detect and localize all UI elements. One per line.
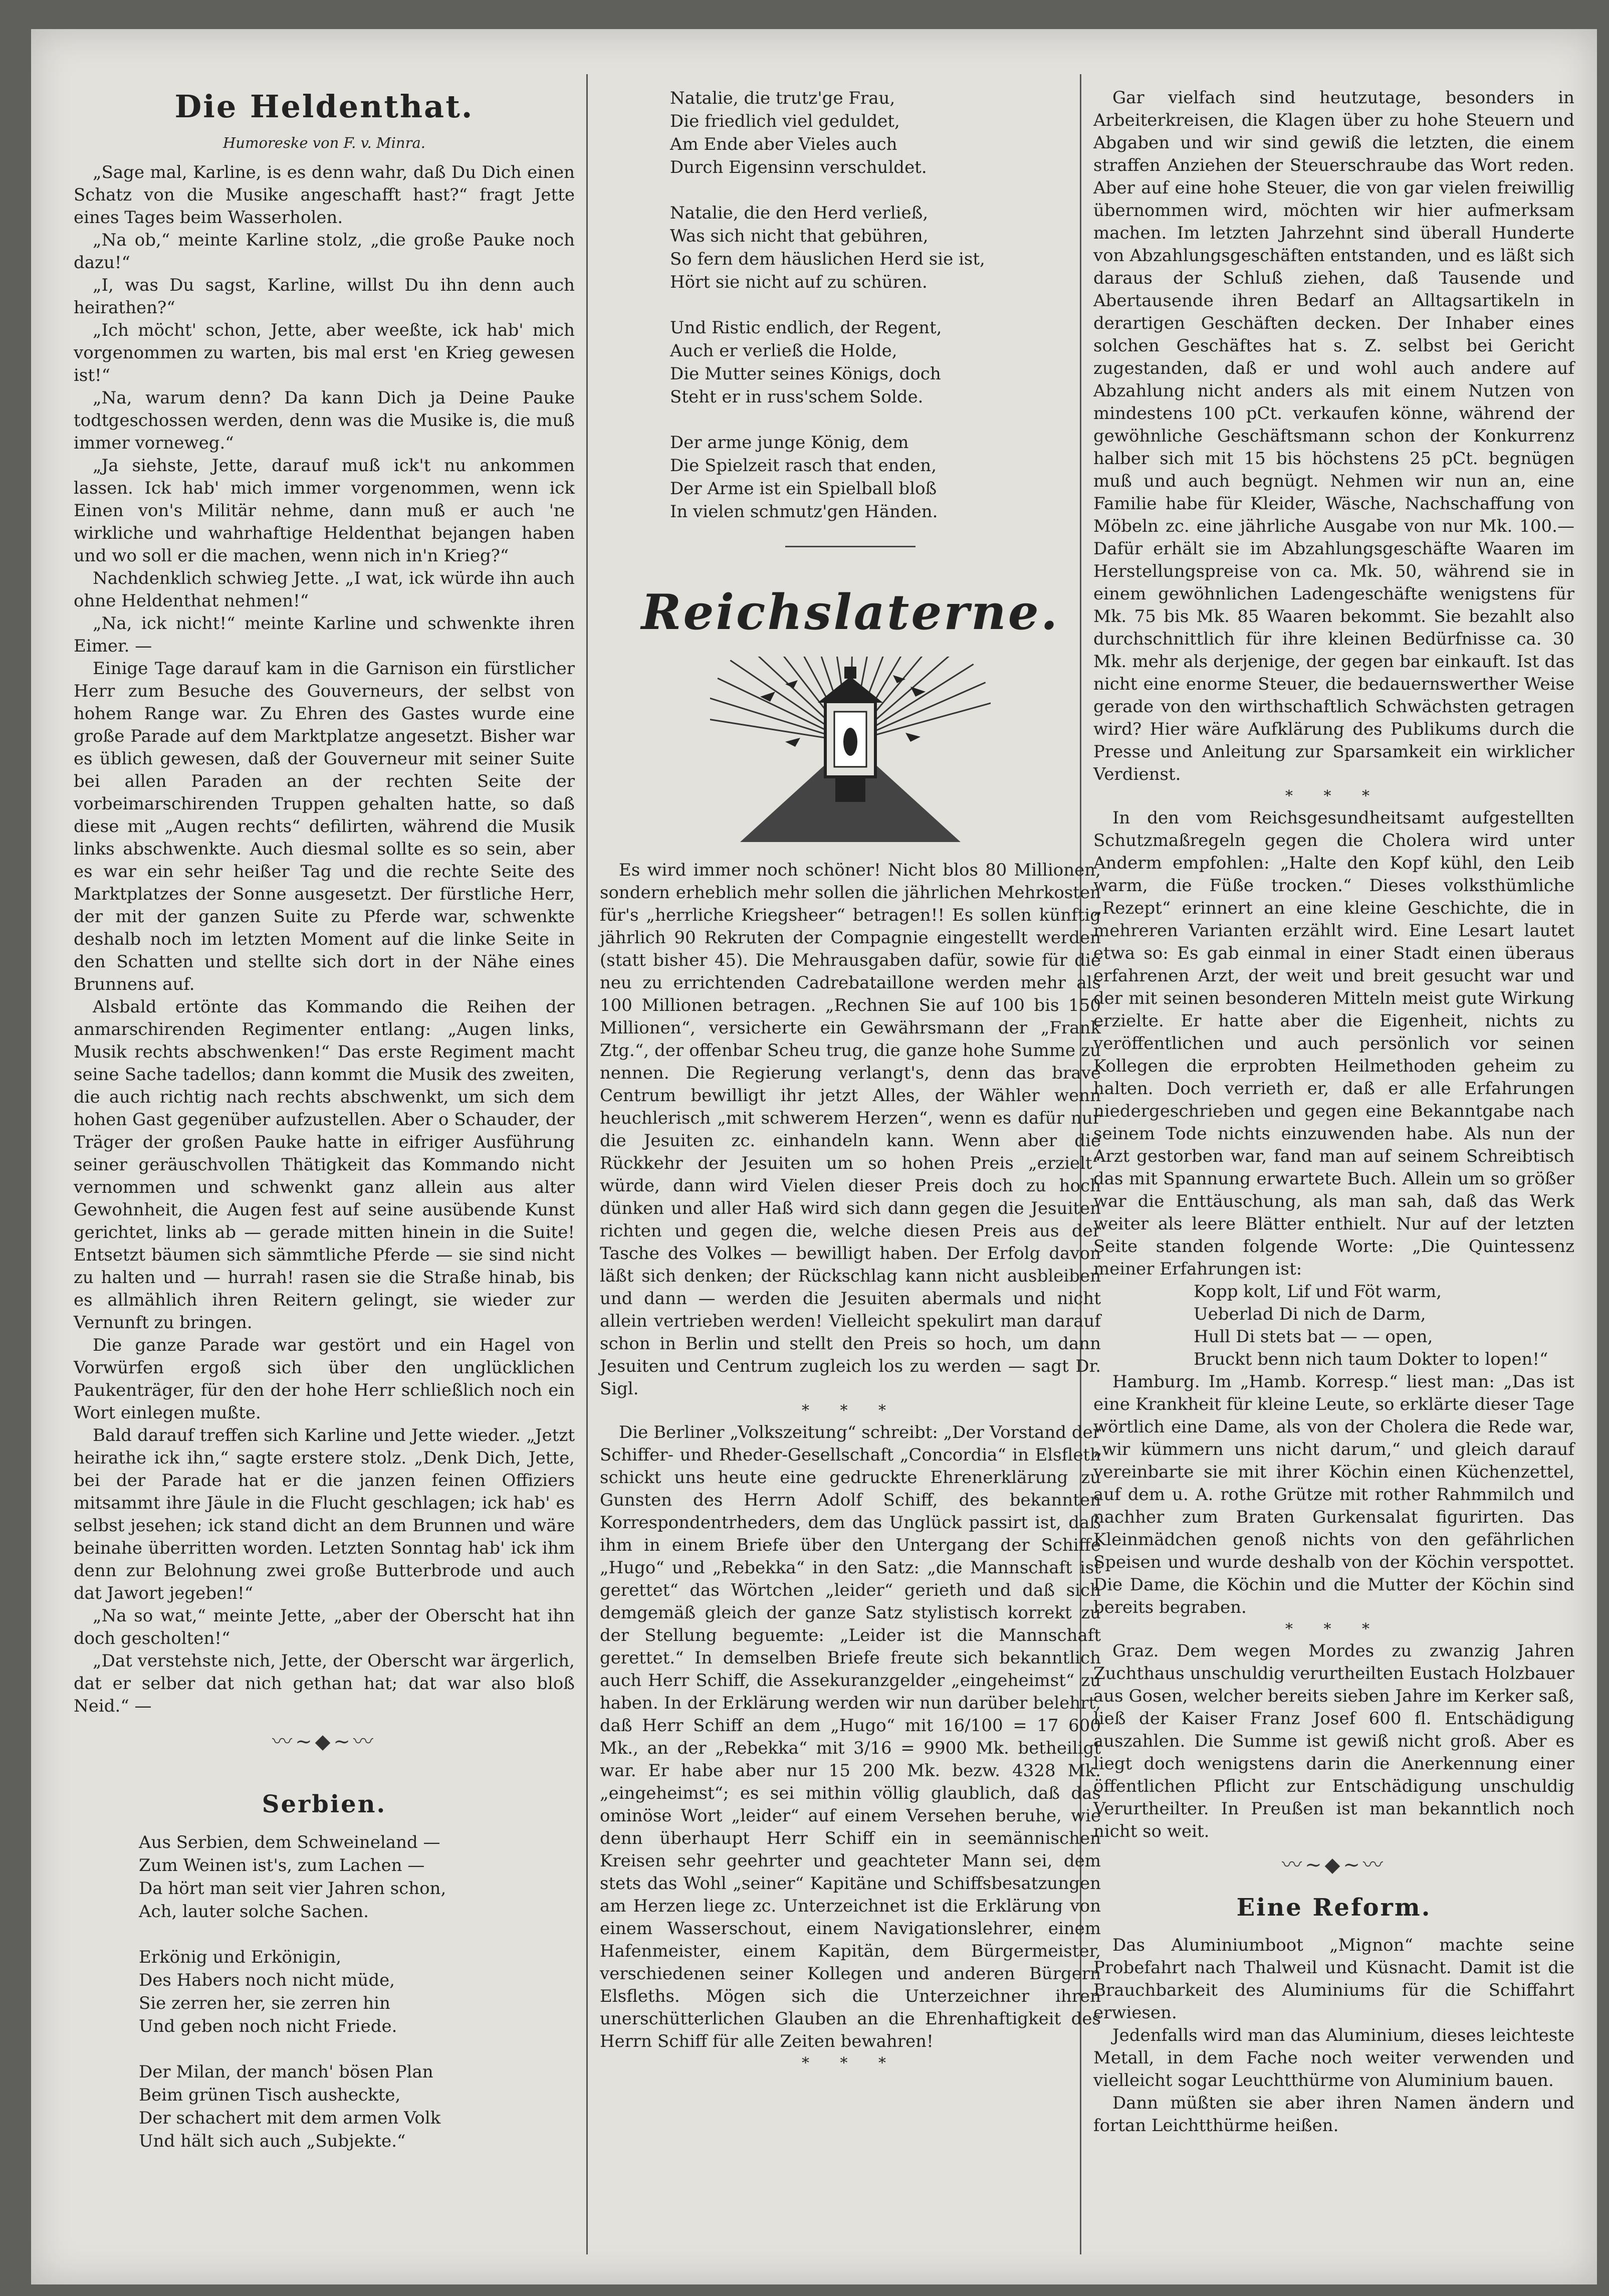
- poem-line: Des Habers noch nicht müde,: [139, 1970, 395, 1990]
- poem-stanza: [139, 2060, 575, 2153]
- paragraph: „Ich möcht' schon, Jette, aber weeßte, ick hab' mich vorgenommen zu warten, bis mal erst 'en Krieg gewesen ist!“: [74, 320, 575, 385]
- paragraph: „Ja siehste, Jette, darauf muß ick't nu ankommen lassen. Ick hab' mich immer vorgenommen, wenn ick Einen von's Militär nehme, dann muß er auch 'ne wirkliche und wahrhaftige Heldenthat bejangen haben und wo soll er die machen, wenn nich in'n Krieg?“: [74, 456, 575, 566]
- lantern-emblem: [710, 657, 991, 847]
- poem-line: Da hört man seit vier Jahren schon,: [139, 1878, 446, 1899]
- paragraph: „Sage mal, Karline, is es denn wahr, daß Du Dich einen Schatz von die Musike angeschafft hast?“ fragt Jette eines Tages beim Wasserholen.: [74, 162, 575, 228]
- story-title: Die Heldenthat.: [174, 88, 474, 125]
- poem-line: Die Spielzeit rasch that enden,: [670, 456, 937, 476]
- poem-line: Zum Weinen ist's, zum Lachen —: [139, 1855, 425, 1875]
- poem-line: Am Ende aber Vieles auch: [670, 134, 897, 154]
- paragraph: Gar vielfach sind heutzutage, besonders in Arbeiterkreisen, die Klagen über zu hohe Steuern und Abgaben und wir sind gewiß die letzten, die einem straffen Anziehen der Steuerschraube das Wort reden. Aber auf eine hohe Steuer, die von gar vielen freiwillig übernommen wird, möchten wir hier aufmerksam machen. Im letzten Jahrzehnt sind überall Hunderte von Abzahlungsgeschäften entstanden, und es läßt sich daraus der Schluß ziehen, daß Tausende und Abertausende ihren Bedarf an Alltagsartikeln in derartigen Geschäften decken. Der Inhaber eines solchen Geschäftes hat s. Z. selbst bei Gericht zugestanden, daß er und wohl auch andere auf Abzahlung nicht anders als mit einem Nutzen von mindestens 100 pCt. verkaufen könne, während der gewöhnliche Geschäftsmann schon der Konkurrenz halber sich mit 15 bis höchstens 25 pCt. begnügen muß und auch begnügt. Nehmen wir nun an, eine Familie habe für Kleider, Wäsche, Nachschaffung von Möbeln zc. eine jährliche Ausgabe von nur Mk. 100.— Dafür erhält sie im Abzahlungsgeschäfte Waaren im Herstellungspreise von ca. Mk. 50, während sie in einem gewöhnlichen Ladengeschäfte wenigstens für Mk. 75 bis Mk. 85 Waaren bekommt. Sie bezahlt also durchschnittlich für ihre kleinen Bedürfnisse ca. 30 Mk. mehr als derjenige, der gegen bar einkauft. Ist das nicht eine enorme Steuer, die bedauernswerther Weise gerade von den wirthschaftlich Schwächsten getragen wird? Hier wäre Aufklärung des Publikums durch die Presse und Anleitung zur Sparsamkeit ein wirklicher Verdienst.: [1093, 88, 1574, 784]
- poem-line: Der Milan, der manch' bösen Plan: [139, 2062, 433, 2082]
- reichslaterne-body: [600, 859, 1101, 2074]
- separator-stars: * * *: [1285, 1620, 1383, 1638]
- paragraph: „Na, warum denn? Da kann Dich ja Deine Pauke todtgeschossen werden, denn was die Musike is, die muß immer vorneweg.“: [74, 388, 575, 453]
- poem-line: Erkönig und Erkönigin,: [139, 1947, 342, 1967]
- paragraph: Alsbald ertönte das Kommando die Reihen der anmarschirenden Regimenter entlang: „Augen links, Musik rechts abschwenken!“ Das erste Regiment macht seine Sache tadellos; dann kommt die Musik des zweiten, die auch richtig nach rechts abschwenkt, um sich dem hohen Gast gegenüber aufzustellen. Aber o Schauder, der Träger der großen Pauke hatte in eifriger Ausführung seiner geräuschvollen Thätigkeit das Kommando nicht vernommen und schwenkt ganz allein aus alter Gewohnheit, die Augen fest auf seine ausübende Kunst gerichtet, links ab — gerade mitten hinein in die Suite! Entsetzt bäumen sich sämmtliche Pferde — sie sind nicht zu halten und — hurrah! rasen sie die Straße hinab, bis es allmählich ihren Reitern gelingt, sie wieder zur Vernunft zu bringen.: [74, 997, 575, 1333]
- paragraph: Bald darauf treffen sich Karline und Jette wieder. „Jetzt heirathe ick ihn,“ sagte erstere stolz. „Denk Dich, Jette, bei der Parade hat er die janzen feinen Offiziers mitsammt ihre Jäule in die Flucht geschlagen; ick hab' es selbst jesehen; ick stand dicht an dem Brunnen und wäre beinahe überritten worden. Letzten Sonntag hab' ick ihm denn zur Belohnung zwei große Butterbrode und auch dat Jawort jegeben!“: [74, 1425, 575, 1603]
- dialect-quote: [1093, 1281, 1574, 1371]
- poem-line: Hört sie nicht auf zu schüren.: [670, 272, 928, 292]
- poem-line: Steht er in russ'schem Solde.: [670, 387, 924, 407]
- separator-stars: * * *: [801, 1402, 899, 1419]
- story-byline: Humoreske von F. v. Minra.: [223, 134, 425, 151]
- column-3: [1093, 87, 1574, 2137]
- paragraph: Die ganze Parade war gestört und ein Hagel von Vorwürfen ergoß sich über den unglücklichen Paukenträger, für den der hohe Herr schließlich noch ein Wort einlegen mußte.: [74, 1335, 575, 1423]
- poem-stanza: [139, 1946, 575, 2038]
- poem-line: Die Mutter seines Königs, doch: [670, 364, 941, 384]
- poem-line: Was sich nicht that gebühren,: [670, 226, 929, 246]
- paragraph: Nachdenklich schwieg Jette. „I wat, ick würde ihn auch ohne Heldenthat nehmen!“: [74, 568, 575, 611]
- serbien-poem: [74, 1831, 575, 2153]
- separator-ornament: 〰~◆~〰: [272, 1730, 376, 1753]
- reform-body: [1093, 1934, 1574, 2137]
- newspaper-page: [31, 29, 1597, 2284]
- paragraph: Einige Tage darauf kam in die Garnison ein fürstlicher Herr zum Besuche des Gouverneurs, der selbst von hohem Range war. Zu Ehren des Gastes wurde eine große Parade auf dem Marktplatze angesetzt. Bisher war es üblich gewesen, daß der Gouverneur mit seiner Suite bei allen Paraden an der rechten Seite der vorbeimarschirenden Truppen gehalten hatte, so daß diese mit „Augen rechts“ defilirten, während die Musik links abschwenkte. Auch diesmal sollte es so sein, aber es war ein sehr heißer Tag und die rechte Seite des Marktplatzes der Sonne ausgesetzt. Der fürstliche Herr, der mit der ganzen Suite zu Pferde war, schwenkte deshalb noch im letzten Moment auf die linke Seite in den Schatten und stellte sich dort in der Nähe eines Brunnens auf.: [74, 659, 575, 994]
- paragraph: Dann müßten sie aber ihren Namen ändern und fortan Leichtthürme heißen.: [1093, 2093, 1574, 2136]
- poem-stanza: [670, 316, 1101, 408]
- poem-line: Die friedlich viel geduldet,: [670, 111, 900, 131]
- poem-stanza: [670, 87, 1101, 179]
- paragraph: „Dat verstehste nich, Jette, der Oberscht war ärgerlich, dat er selber dat nich gethan hat; dat war also bloß Neid.“ —: [74, 1651, 575, 1716]
- paragraph: Jedenfalls wird man das Aluminium, dieses leichteste Metall, in dem Fache noch weiter verwenden und vielleicht sogar Leuchtthürme von Aluminium bauen.: [1093, 2025, 1574, 2091]
- paragraph: Es wird immer noch schöner! Nicht blos 80 Millionen, sondern erheblich mehr sollen die jährlichen Mehrkosten für's „herrliche Kriegsheer“ betragen!! Es sollen künftig jährlich 90 Rekruten der Compagnie eingestellt werden (statt bisher 45). Die Mehrausgaben dafür, sowie für die neu zu errichtenden Cadrebataillone werden mehr als 100 Millionen betragen. „Rechnen Sie auf 100 bis 150 Millionen“, versicherte ein Gewährsmann der „Frank Ztg.“, der offenbar Scheu trug, die ganze hohe Summe zu nennen. Die Regierung verlangt's, denn das brave Centrum bewilligt ihr jetzt Alles, der Wähler wenn heuchlerisch „mit schwerem Herzen“, wenn es dafür nur die Jesuiten zc. einhandeln kann. Wenn aber die Rückkehr der Jesuiten um so hohen Preis „erzielt“ würde, dann wird Vielen dieser Preis doch zu hoch dünken und aller Haß wird sich dann gegen die Jesuiten richten und gegen die, welche diesen Preis aus der Tasche des Volkes — bewilligt haben. Der Erfolg davon läßt sich denken; der Rückschlag kann nicht ausbleiben und dann — werden die Jesuiten abermals und nicht allein vertrieben werden! Vielleicht spekulirt man darauf schon in Berlin und stellt den Preis so hoch, um dann Jesuiten und Centrum zugleich los zu werden — sagt Dr. Sigl.: [600, 860, 1101, 1399]
- quote-line: Kopp kolt, Lif und Föt warm,: [1194, 1282, 1442, 1302]
- serbien-poem-continued: [600, 87, 1101, 523]
- reform-title: Eine Reform.: [1236, 1894, 1432, 1922]
- paragraph: Graz. Dem wegen Mordes zu zwanzig Jahren Zuchthaus unschuldig verurtheilten Eustach Holzbauer aus Gosen, welcher bereits sieben Jahre im Kerker saß, ließ der Kaiser Franz Josef 600 fl. Entschädigung auszahlen. Die Summe ist gewiß nicht groß. Aber es liegt doch wenigstens darin die Anerkennung einer öffentlichen Pflicht zur Entschädigung unschuldig Verurtheilter. In Preußen ist man bekanntlich noch nicht so weit.: [1093, 1641, 1574, 1841]
- poem-line: Und geben noch nicht Friede.: [139, 2016, 397, 2036]
- serbien-title: Serbien.: [262, 1790, 387, 1818]
- poem-stanza: [139, 1831, 575, 1923]
- poem-line: Durch Eigensinn verschuldet.: [670, 157, 927, 177]
- poem-line: Der arme junge König, dem: [670, 433, 909, 453]
- poem-line: Ach, lauter solche Sachen.: [139, 1902, 369, 1922]
- column-3-body: [1093, 87, 1574, 1843]
- poem-line: Der Arme ist ein Spielball bloß: [670, 479, 937, 499]
- poem-stanza: [670, 201, 1101, 294]
- poem-line: Beim grünen Tisch ausheckte,: [139, 2085, 401, 2105]
- poem-line: So fern dem häuslichen Herd sie ist,: [670, 249, 985, 269]
- column-2: [600, 87, 1101, 2074]
- poem-line: Und hält sich auch „Subjekte.“: [139, 2131, 406, 2151]
- quote-line: Ueberlad Di nich de Darm,: [1194, 1304, 1426, 1324]
- column-1: [74, 87, 575, 2175]
- quote-line: Bruckt benn nich taum Dokter to lopen!“: [1194, 1349, 1548, 1369]
- paragraph: „I, was Du sagst, Karline, willst Du ihn denn auch heirathen?“: [74, 275, 575, 318]
- paragraph: „Na ob,“ meinte Karline stolz, „die große Pauke noch dazu!“: [74, 230, 575, 273]
- separator-ornament-2: 〰~◆~〰: [1282, 1853, 1386, 1876]
- poem-line: Der schachert mit dem armen Volk: [139, 2108, 441, 2128]
- quote-line: Hull Di stets bat — — open,: [1194, 1327, 1433, 1347]
- paragraph: „Na, ick nicht!“ meinte Karline und schwenkte ihren Eimer. —: [74, 613, 575, 656]
- separator-stars: * * *: [801, 2054, 899, 2072]
- poem-stanza: [670, 431, 1101, 523]
- paragraph: Hamburg. Im „Hamb. Korresp.“ liest man: „Das ist eine Krankheit für kleine Leute, so erklärte dieser Tage wörtlich eine Dame, als von der Cholera die Rede war, „wir kümmern uns nicht darum,“ und gleich darauf vereinbarte sie mit ihrer Köchin einen Küchenzettel, auf dem u. A. rothe Grütze mit rother Rahmmilch und nachher zum Braten Gurkensalat figurirten. Das Kleinmädchen genoß nichts von den gefährlichen Speisen und wurde deshalb von der Köchin verspottet. Die Dame, die Köchin und die Mutter der Köchin sind bereits begraben.: [1093, 1372, 1574, 1617]
- short-rule: [785, 546, 915, 547]
- paragraph: Das Aluminiumboot „Mignon“ machte seine Probefahrt nach Thalweil und Küsnacht. Damit ist die Brauchbarkeit des Aluminiums für die Schiffahrt erwiesen.: [1093, 1935, 1574, 2023]
- poem-line: Sie zerren her, sie zerren hin: [139, 1993, 390, 2013]
- separator-stars: * * *: [1285, 787, 1383, 805]
- column-rule-left: [586, 74, 588, 2254]
- poem-line: Auch er verließ die Holde,: [670, 341, 897, 361]
- poem-line: Natalie, die den Herd verließ,: [670, 203, 929, 223]
- paragraph: In den vom Reichsgesundheitsamt aufgestellten Schutzmaßregeln gegen die Cholera wird unter Anderm empfohlen: „Halte den Kopf kühl, den Leib warm, die Füße trocken.“ Dieses volksthümliche „Rezept“ erinnert an eine kleine Geschichte, die in mehreren Varianten erzählt wird. Eine Lesart lautet etwa so: Es gab einmal in einer Stadt einen überaus erfahrenen Arzt, der weit und breit gesucht war und der mit seinen besonderen Mitteln meist gute Wirkung erzielte. Er hatte aber die Eigenheit, nichts zu veröffentlichen und auch persönlich vor seinen Kollegen die erprobten Heilmethoden geheim zu halten. Doch verrieth er, daß er alle Erfahrungen niedergeschrieben und gegen eine Bekanntgabe nach seinem Tode nichts einzuwenden habe. Als nun der Arzt gestorben war, fand man auf seinem Schreibtisch das mit Spannung erwartete Buch. Allein um so größer war die Enttäuschung, als man sah, daß das Werk weiter als leere Blätter enthielt. Nur auf der letzten Seite standen folgende Worte: „Die Quintessenz meiner Erfahrungen ist:: [1093, 808, 1574, 1279]
- poem-line: In vielen schmutz'gen Händen.: [670, 502, 938, 522]
- poem-line: Aus Serbien, dem Schweineland —: [139, 1832, 440, 1852]
- paragraph: „Na so wat,“ meinte Jette, „aber der Oberscht hat ihn doch gescholten!“: [74, 1606, 575, 1648]
- poem-line: Und Ristic endlich, der Regent,: [670, 318, 942, 338]
- story-body: [74, 161, 575, 1718]
- lantern-icon: [710, 657, 991, 847]
- masthead-reichslaterne: Reichslaterne.: [641, 584, 1060, 641]
- paragraph: Die Berliner „Volkszeitung“ schreibt: „Der Vorstand der Schiffer- und Rheder-Gesellschaft „Concordia“ in Elsfleth schickt uns heute eine gedruckte Ehrenerklärung zu Gunsten des Herrn Adolf Schiff, des bekannten Korrespondentrheders, dem das Unglück passirt ist, daß ihm in einem Briefe über den Untergang der Schiffe „Hugo“ und „Rebekka“ in den Satz: „die Mannschaft ist gerettet“ das Wörtchen „leider“ gerieth und daß sich demgemäß gleich der ganze Satz stylistisch korrekt zu der Stellung beguemte: „Leider ist die Mannschaft gerettet.“ In demselben Briefe freute sich bekanntlich auch Herr Schiff, die Assekuranzgelder „eingeheimst“ zu haben. In der Erklärung werden wir nun darüber belehrt, daß Herr Schiff an dem „Hugo“ mit 16/100 = 17 600 Mk., an der „Rebekka“ mit 3/16 = 9900 Mk. betheiligt war. Er habe aber nur 15 200 Mk. bezw. 4328 Mk. „eingeheimst“; es sei mithin völlig glaublich, daß das ominöse Wort „leider“ auf einem Versehen beruhe, wie denn überhaupt Herr Schiff ein in seemännischen Kreisen sehr geehrter und geachteter Mann sei, dem stets das Wohl „seiner“ Kapitäne und Schiffsbesatzungen am Herzen liege zc. Unterzeichnet ist die Erklärung von einem Wasserschout, einem Navigationslehrer, einem Hafenmeister, einem Kapitän, dem Bürgermeister, verschiedenen seiner Kollegen und anderen Bürgern Elsfleths. Mögen sich die Unterzeichner ihren unerschütterlichen Glauben an die Ehrenhaftigkeit des Herrn Schiff für alle Zeiten bewahren!: [600, 1422, 1101, 2051]
- poem-line: Natalie, die trutz'ge Frau,: [670, 88, 895, 108]
